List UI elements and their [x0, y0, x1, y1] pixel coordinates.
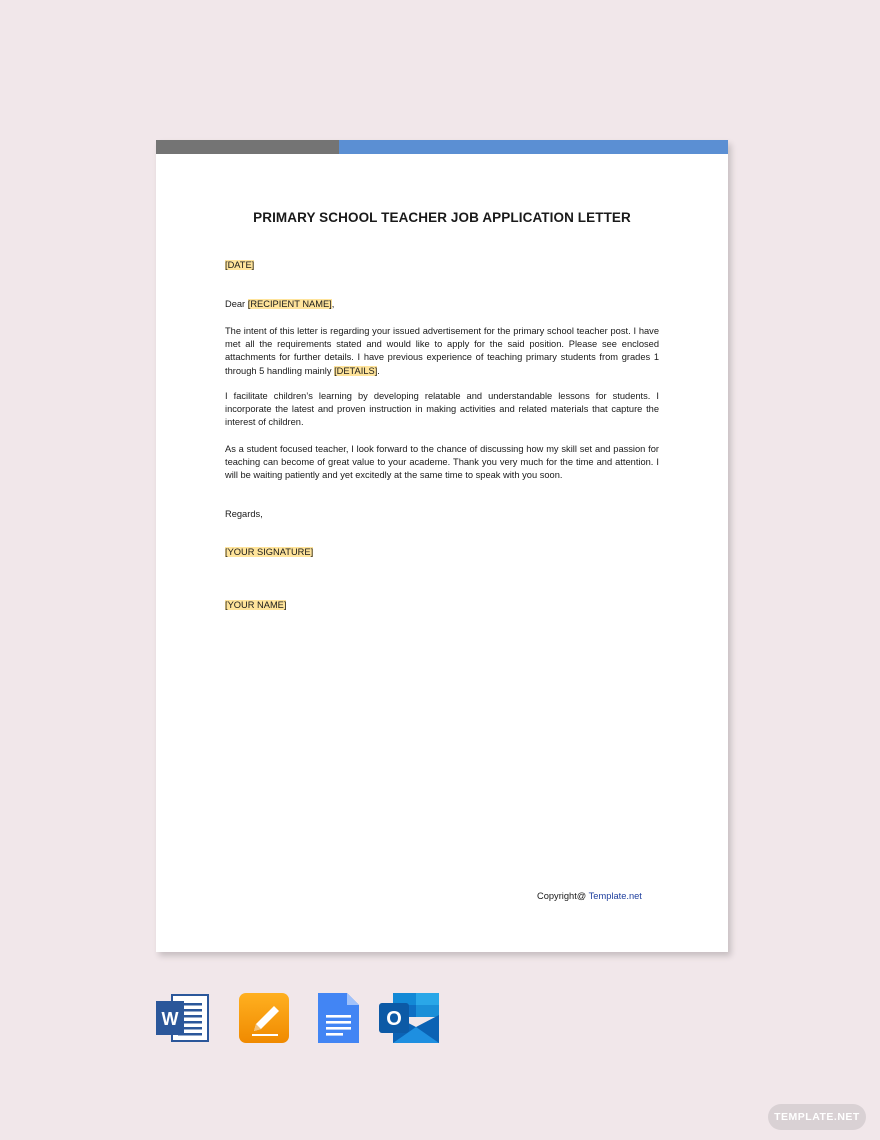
letter-document: [156, 140, 728, 952]
date-placeholder: [DATE]: [225, 260, 255, 270]
salutation-suffix: ,: [331, 299, 335, 309]
header-bar-grey: [156, 140, 339, 154]
signature-line: [225, 546, 659, 559]
copyright: [537, 891, 642, 901]
outlook-icon[interactable]: [379, 993, 433, 1045]
watermark-badge: TEMPLATE.NET: [768, 1104, 866, 1130]
paragraph-1-end: .: [377, 365, 380, 376]
header-bar: [156, 140, 728, 154]
pages-icon[interactable]: [238, 993, 292, 1045]
salutation: [225, 298, 659, 311]
copyright-link[interactable]: Template.net: [588, 891, 642, 901]
name-placeholder: [YOUR NAME]: [225, 600, 287, 610]
signature-placeholder: [YOUR SIGNATURE]: [225, 547, 314, 557]
paragraph-3: As a student focused teacher, I look forward to the chance of discussing how my skill set and passion for teaching can become of great value to your academe. Thank you very much for the time and attention. I will be waiting patiently and yet excitedly at the same time to speak with you soon.: [225, 444, 659, 481]
paragraph-2: I facilitate children’s learning by developing relatable and understandable lessons for students. I incorporate the latest and proven instruction in making activities and related materials that capture the interest of children.: [225, 391, 659, 428]
word-icon[interactable]: [156, 993, 210, 1045]
name-line: [225, 599, 659, 612]
paragraph-1: [225, 325, 659, 378]
header-bar-blue: [339, 140, 728, 154]
closing: Regards,: [225, 509, 263, 519]
outlook-icon-letter: O: [386, 1008, 402, 1030]
letter-title: PRIMARY SCHOOL TEACHER JOB APPLICATION LETTER: [253, 210, 631, 225]
google-docs-icon[interactable]: [315, 993, 369, 1045]
recipient-placeholder: [RECIPIENT NAME]: [247, 299, 332, 309]
details-placeholder: [DETAILS]: [334, 365, 378, 376]
paragraph-1-text: The intent of this letter is regarding your issued advertisement for the primary school teacher post. I have met all the requirements stated and would like to apply for the said position. Please see enclosed attachments for further details. I have previous experience of teaching primary students from grades 1 through 5 handling mainly: [225, 326, 659, 376]
word-icon-letter: W: [161, 1009, 179, 1029]
salutation-prefix: Dear: [225, 299, 248, 309]
copyright-prefix: Copyright@: [537, 891, 589, 901]
date-line: [225, 259, 659, 272]
